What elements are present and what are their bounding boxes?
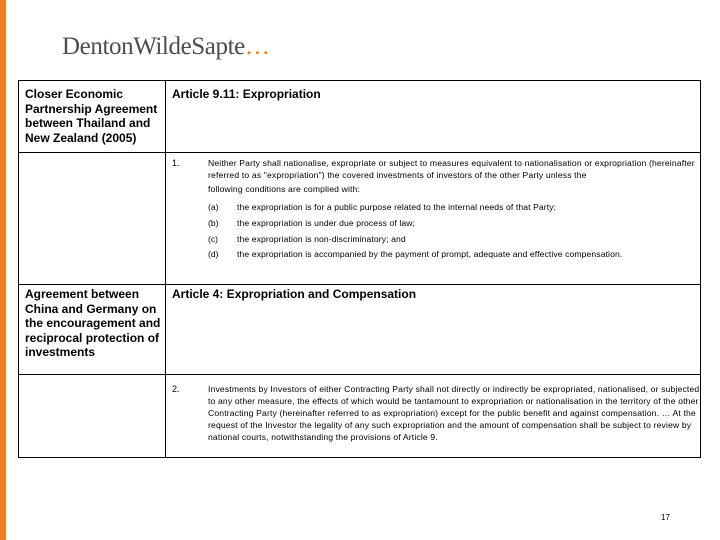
agreement-title-thailand-nz: Closer Economic Partnership Agreement between Thailand and New Zealand (2005) xyxy=(25,87,158,145)
logo-text: DentonWildeSapte xyxy=(62,33,245,60)
agreement-title-china-germany: Agreement between China and Germany on the encouragement and reciprocal protection of investments xyxy=(25,287,161,359)
condition-text: the expropriation is non-discriminatory; and xyxy=(237,234,406,244)
article-heading-9-11: Article 9.11: Expropriation xyxy=(172,87,321,101)
clause-text-2: Investments by Investors of either Contracting Party shall not directly or indirectly be expropriated, nationalised, or subjected to any other measure, the effects of which would be tantamount to expropriation or nationalisation in the territory of the other Contracting Party (hereinafter referred to as expropriation) except for the public benefit and against compensation. … At the request of the Investor the legality of any such expropriation and the amount of compensation shall be subject to review by national courts, notwithstanding the provisions of Article 9. xyxy=(208,384,700,442)
condition-text: the expropriation is accompanied by the payment of prompt, adequate and effective compensation. xyxy=(237,249,623,259)
condition-label: (d) xyxy=(208,249,219,259)
inner-divider-row-2 xyxy=(19,374,700,375)
article-heading-4: Article 4: Expropriation and Compensation xyxy=(172,287,417,301)
page-number: 17 xyxy=(661,513,670,522)
condition-label: (b) xyxy=(208,218,219,228)
company-logo xyxy=(62,33,269,61)
condition-text: the expropriation is for a public purpose related to the internal needs of that Party; xyxy=(237,202,557,212)
logo-dots: … xyxy=(244,33,270,60)
row-divider-1 xyxy=(19,284,700,285)
inner-divider-row-1 xyxy=(19,152,700,153)
clause-lead-1: following conditions are complied with: xyxy=(208,184,361,194)
clause-text-1: Neither Party shall nationalise, expropriate or subject to measures equivalent to nationalisation or expropriation (hereinafter referred to as "expropriation") the covered investments of investors of the other Party unless the xyxy=(208,158,695,180)
condition-label: (a) xyxy=(208,202,219,212)
clause-number-2: 2. xyxy=(172,384,180,394)
condition-text: the expropriation is under due process of law; xyxy=(237,218,416,228)
comparison-table xyxy=(18,80,701,458)
condition-label: (c) xyxy=(208,234,219,244)
clause-number-1: 1. xyxy=(172,158,180,168)
column-divider xyxy=(165,81,166,457)
accent-stripe xyxy=(0,0,6,540)
